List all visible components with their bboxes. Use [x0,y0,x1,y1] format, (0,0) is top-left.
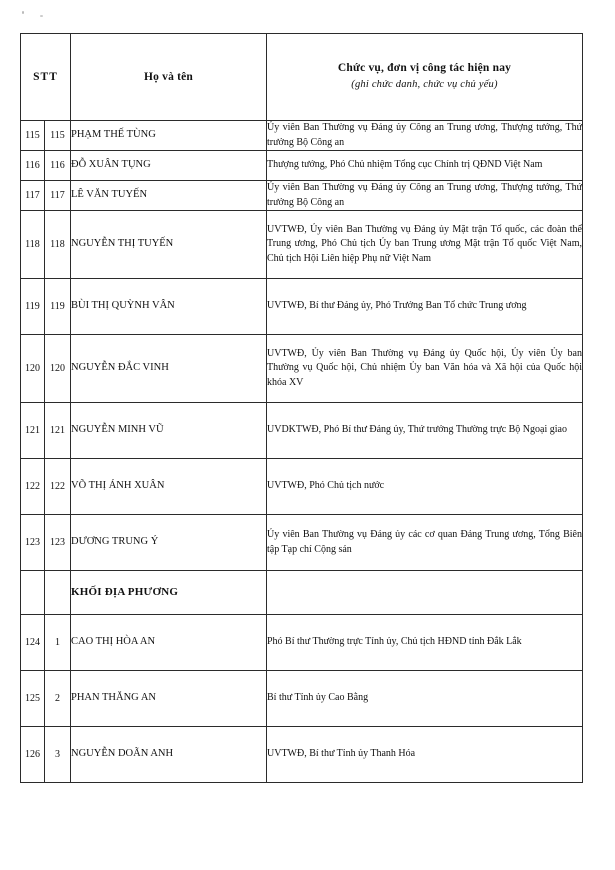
cell-stt-secondary: 121 [45,403,71,459]
cell-position: Ủy viên Ban Thường vụ Đảng ủy các cơ quan Đảng Trung ương, Tổng Biên tập Tạp chí Cộng sản [267,515,583,571]
table-container [20,33,582,783]
cell-person-name: DƯƠNG TRUNG Ý [71,515,267,571]
cell-stt-primary: 121 [21,403,45,459]
cell-person-name: VÕ THỊ ÁNH XUÂN [71,459,267,515]
cell-person-name: NGUYỄN THỊ TUYẾN [71,211,267,279]
cell-person-name: NGUYỄN DOÃN ANH [71,727,267,783]
cell-stt-secondary: 122 [45,459,71,515]
cell-position: UVTWĐ, Ủy viên Ban Thường vụ Đảng ủy Mặt trận Tổ quốc, các đoàn thể Trung ương, Phó Chủ tịch Ủy ban Trung ương Mặt trận Tổ quốc Việt Nam, Chủ tịch Hội Liên hiệp Phụ nữ Việt Nam [267,211,583,279]
section-heading: KHỐI ĐỊA PHƯƠNG [71,571,267,615]
personnel-table [20,33,583,783]
cell-stt-secondary: 117 [45,181,71,211]
cell-stt-primary: 122 [21,459,45,515]
column-header-role [267,34,583,121]
cell-position [267,571,583,615]
table-row [21,181,583,211]
cell-person-name: NGUYỄN MINH VŨ [71,403,267,459]
table-row [21,403,583,459]
column-header-name-label: Họ và tên [143,71,194,83]
cell-stt-primary: 115 [21,121,45,151]
cell-person-name: CAO THỊ HÒA AN [71,615,267,671]
column-header-stt-label: STT [33,71,58,83]
column-header-stt [21,34,71,121]
table-row [21,515,583,571]
cell-person-name: BÙI THỊ QUỲNH VÂN [71,279,267,335]
table-row [21,727,583,783]
cell-position: UVTWĐ, Phó Chủ tịch nước [267,459,583,515]
cell-stt-primary: 126 [21,727,45,783]
table-header-row [21,34,583,121]
cell-stt-secondary: 116 [45,151,71,181]
cell-stt-secondary: 120 [45,335,71,403]
cell-stt-secondary: 3 [45,727,71,783]
cell-position: UVDKTWĐ, Phó Bí thư Đảng ủy, Thứ trưởng Thường trực Bộ Ngoại giao [267,403,583,459]
cell-person-name: PHAN THĂNG AN [71,671,267,727]
column-header-role-label: Chức vụ, đơn vị công tác hiện nay [337,62,512,75]
cell-stt-primary: 124 [21,615,45,671]
table-row [21,121,583,151]
cell-position: UVTWĐ, Bí thư Tỉnh ủy Thanh Hóa [267,727,583,783]
column-header-name [71,34,267,121]
cell-stt-secondary: 123 [45,515,71,571]
cell-stt-primary: 118 [21,211,45,279]
cell-stt-secondary: 119 [45,279,71,335]
table-section-row [21,571,583,615]
table-row [21,459,583,515]
table-body [21,121,583,783]
table-row [21,151,583,181]
cell-stt-primary: 123 [21,515,45,571]
cell-position: UVTWĐ, Bí thư Đảng ủy, Phó Trưởng Ban Tổ chức Trung ương [267,279,583,335]
cell-position: UVTWĐ, Ủy viên Ban Thường vụ Đảng ủy Quốc hội, Ủy viên Ủy ban Thường vụ Quốc hội, Chủ nhiệm Ủy ban Văn hóa và Xã hội của Quốc hội khóa XV [267,335,583,403]
table-row [21,279,583,335]
table-row [21,615,583,671]
scan-speckle-icon [40,15,43,17]
cell-stt-secondary: 2 [45,671,71,727]
cell-stt-secondary: 1 [45,615,71,671]
cell-stt-secondary: 118 [45,211,71,279]
table-row [21,211,583,279]
cell-person-name: PHẠM THẾ TÙNG [71,121,267,151]
cell-stt-primary: 125 [21,671,45,727]
cell-person-name: LÊ VĂN TUYẾN [71,181,267,211]
cell-position: Bí thư Tỉnh ủy Cao Bằng [267,671,583,727]
cell-stt-secondary: 115 [45,121,71,151]
cell-position: Ủy viên Ban Thường vụ Đảng ủy Công an Trung ương, Thượng tướng, Thứ trưởng Bộ Công an [267,121,583,151]
table-row [21,335,583,403]
cell-stt-primary [21,571,45,615]
cell-stt-primary: 120 [21,335,45,403]
cell-stt-secondary [45,571,71,615]
cell-stt-primary: 117 [21,181,45,211]
cell-stt-primary: 119 [21,279,45,335]
cell-position: Thượng tướng, Phó Chủ nhiệm Tổng cục Chính trị QĐND Việt Nam [267,151,583,181]
column-header-role-sublabel: (ghi chức danh, chức vụ chủ yếu) [351,78,498,90]
cell-position: Phó Bí thư Thường trực Tỉnh ủy, Chủ tịch HĐND tỉnh Đắk Lắk [267,615,583,671]
scan-speckle-icon [22,11,24,14]
cell-person-name: ĐỖ XUÂN TỤNG [71,151,267,181]
table-row [21,671,583,727]
cell-stt-primary: 116 [21,151,45,181]
cell-person-name: NGUYỄN ĐẮC VINH [71,335,267,403]
table-header [21,34,583,121]
cell-position: Ủy viên Ban Thường vụ Đảng ủy Công an Trung ương, Thượng tướng, Thứ trưởng Bộ Công an [267,181,583,211]
